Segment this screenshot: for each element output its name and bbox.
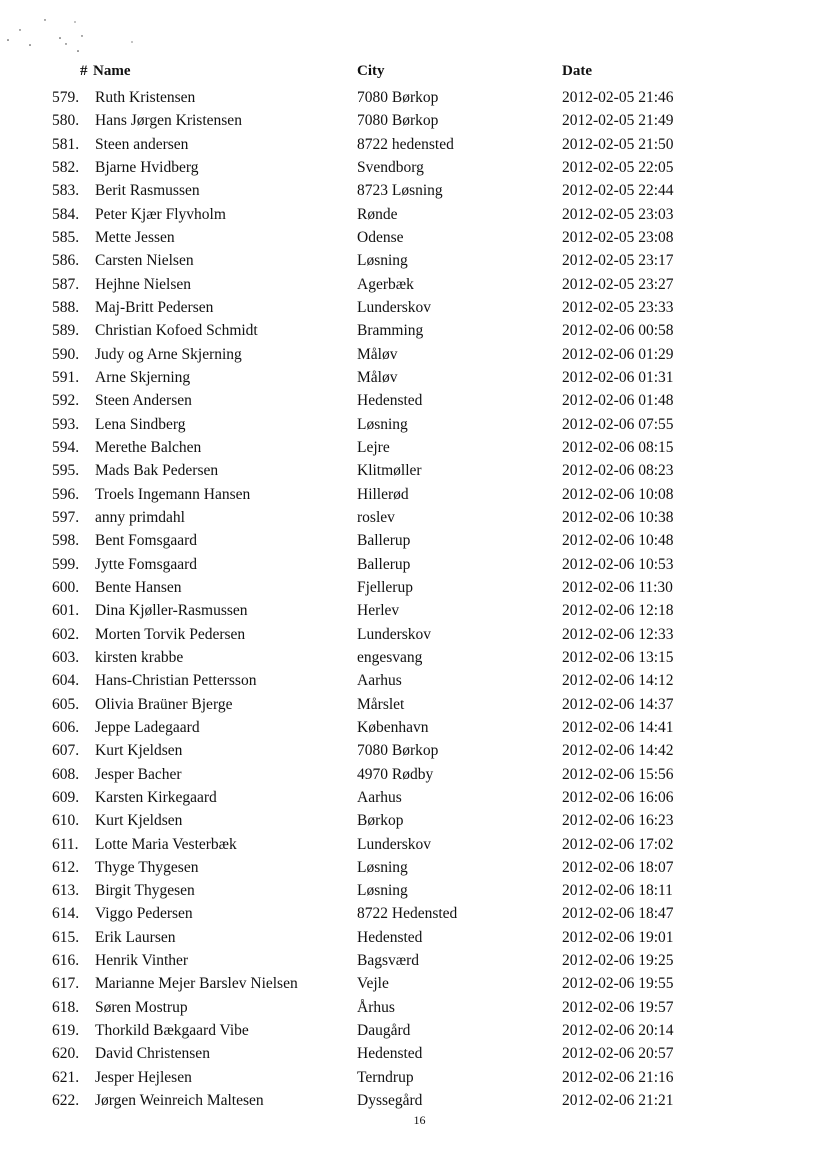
row-number: 583. bbox=[52, 182, 80, 200]
row-number: 607. bbox=[52, 742, 80, 760]
row-city: Klitmøller bbox=[357, 462, 422, 480]
row-number: 584. bbox=[52, 205, 80, 223]
row-city: Lejre bbox=[357, 438, 390, 456]
row-date: 2012-02-05 23:33 bbox=[562, 298, 674, 316]
row-name: Søren Mostrup bbox=[95, 998, 188, 1016]
row-name: Birgit Thygesen bbox=[95, 882, 195, 900]
row-date: 2012-02-06 12:18 bbox=[562, 602, 674, 620]
row-number: 581. bbox=[52, 135, 80, 153]
row-number: 596. bbox=[52, 485, 80, 503]
row-city: Aarhus bbox=[357, 788, 402, 806]
row-date: 2012-02-05 22:44 bbox=[562, 182, 674, 200]
table-row bbox=[0, 972, 827, 995]
row-name: Morten Torvik Pedersen bbox=[95, 625, 246, 643]
table-row bbox=[0, 599, 827, 622]
row-number: 579. bbox=[52, 89, 80, 106]
row-date: 2012-02-06 01:48 bbox=[562, 392, 674, 410]
row-name: Mette Jessen bbox=[95, 228, 175, 246]
row-city: Løsning bbox=[357, 415, 408, 433]
table-row bbox=[0, 179, 827, 202]
row-number: 582. bbox=[52, 158, 80, 176]
table-row bbox=[0, 879, 827, 902]
table-row bbox=[0, 156, 827, 179]
row-date: 2012-02-05 23:17 bbox=[562, 252, 674, 270]
row-number: 613. bbox=[52, 882, 80, 900]
table-row bbox=[0, 949, 827, 972]
header-date: Date bbox=[562, 63, 592, 79]
row-date: 2012-02-06 11:30 bbox=[562, 578, 673, 596]
row-name: Jesper Bacher bbox=[95, 765, 182, 783]
row-number: 621. bbox=[52, 1068, 80, 1086]
row-name: Bente Hansen bbox=[95, 578, 182, 596]
table-row bbox=[0, 109, 827, 132]
row-date: 2012-02-05 21:50 bbox=[562, 135, 674, 153]
row-city: Mårslet bbox=[357, 695, 405, 713]
row-city: Vejle bbox=[357, 975, 389, 993]
header-hash: # bbox=[80, 63, 88, 79]
row-city: 7080 Børkop bbox=[357, 89, 439, 106]
row-date: 2012-02-06 00:58 bbox=[562, 322, 674, 340]
row-name: Olivia Braüner Bjerge bbox=[95, 695, 233, 713]
row-number: 618. bbox=[52, 998, 80, 1016]
row-date: 2012-02-06 01:29 bbox=[562, 345, 674, 363]
row-name: Judy og Arne Skjerning bbox=[95, 345, 242, 363]
table-row bbox=[0, 576, 827, 599]
row-number: 601. bbox=[52, 602, 80, 620]
row-city: Løsning bbox=[357, 882, 408, 900]
row-number: 606. bbox=[52, 718, 80, 736]
table-row bbox=[0, 902, 827, 925]
row-name: Jesper Hejlesen bbox=[95, 1068, 192, 1086]
row-date: 2012-02-06 18:07 bbox=[562, 858, 674, 876]
row-date: 2012-02-06 14:12 bbox=[562, 672, 674, 690]
row-name: Bjarne Hvidberg bbox=[95, 158, 199, 176]
row-number: 616. bbox=[52, 952, 80, 970]
row-number: 580. bbox=[52, 112, 80, 130]
row-city: Hillerød bbox=[357, 485, 409, 503]
row-name: Arne Skjerning bbox=[95, 368, 191, 386]
table-header bbox=[0, 63, 827, 85]
row-number: 603. bbox=[52, 648, 80, 666]
row-name: Hans Jørgen Kristensen bbox=[95, 112, 242, 130]
row-city: Rønde bbox=[357, 205, 398, 223]
table-row bbox=[0, 926, 827, 949]
row-city: Løsning bbox=[357, 252, 408, 270]
table-row bbox=[0, 86, 827, 109]
table-row bbox=[0, 833, 827, 856]
row-date: 2012-02-06 08:15 bbox=[562, 438, 674, 456]
row-number: 608. bbox=[52, 765, 80, 783]
row-number: 620. bbox=[52, 1045, 80, 1063]
table-row bbox=[0, 319, 827, 342]
table-row bbox=[0, 1089, 827, 1112]
row-city: Agerbæk bbox=[357, 275, 414, 293]
row-name: Mads Bak Pedersen bbox=[95, 462, 219, 480]
row-name: Kurt Kjeldsen bbox=[95, 812, 183, 830]
row-name: Thyge Thygesen bbox=[95, 858, 199, 876]
row-city: 4970 Rødby bbox=[357, 765, 434, 783]
table-row bbox=[0, 436, 827, 459]
row-city: Ballerup bbox=[357, 555, 411, 573]
row-number: 605. bbox=[52, 695, 80, 713]
row-number: 602. bbox=[52, 625, 80, 643]
row-city: Svendborg bbox=[357, 158, 424, 176]
row-city: Måløv bbox=[357, 345, 398, 363]
row-name: Jeppe Ladegaard bbox=[95, 718, 200, 736]
row-number: 588. bbox=[52, 298, 80, 316]
row-date: 2012-02-06 10:48 bbox=[562, 532, 674, 550]
row-name: Troels Ingemann Hansen bbox=[95, 485, 251, 503]
row-number: 614. bbox=[52, 905, 80, 923]
table-row bbox=[0, 249, 827, 272]
row-number: 597. bbox=[52, 508, 80, 526]
row-date: 2012-02-05 23:03 bbox=[562, 205, 674, 223]
row-number: 587. bbox=[52, 275, 80, 293]
row-city: roslev bbox=[357, 508, 395, 526]
row-city: 8722 hedensted bbox=[357, 135, 454, 153]
row-date: 2012-02-06 10:53 bbox=[562, 555, 674, 573]
row-number: 586. bbox=[52, 252, 80, 270]
row-name: Lena Sindberg bbox=[95, 415, 186, 433]
row-name: Hejhne Nielsen bbox=[95, 275, 191, 293]
row-name: Viggo Pedersen bbox=[95, 905, 193, 923]
row-number: 595. bbox=[52, 462, 80, 480]
row-number: 611. bbox=[52, 835, 79, 853]
row-name: Lotte Maria Vesterbæk bbox=[95, 835, 237, 853]
row-city: Lunderskov bbox=[357, 298, 432, 316]
row-name: Maj-Britt Pedersen bbox=[95, 298, 214, 316]
row-date: 2012-02-06 16:06 bbox=[562, 788, 674, 806]
row-date: 2012-02-06 18:11 bbox=[562, 882, 673, 900]
row-name: Thorkild Bækgaard Vibe bbox=[95, 1022, 249, 1040]
row-name: Steen Andersen bbox=[95, 392, 192, 410]
row-date: 2012-02-06 10:38 bbox=[562, 508, 674, 526]
row-city: Dyssegård bbox=[357, 1092, 423, 1110]
row-number: 619. bbox=[52, 1022, 80, 1040]
row-name: Henrik Vinther bbox=[95, 952, 189, 970]
row-name: Hans-Christian Pettersson bbox=[95, 672, 257, 690]
table-row bbox=[0, 529, 827, 552]
row-city: Århus bbox=[357, 998, 395, 1016]
row-date: 2012-02-06 12:33 bbox=[562, 625, 674, 643]
row-date: 2012-02-06 14:41 bbox=[562, 718, 674, 736]
row-name: Carsten Nielsen bbox=[95, 252, 194, 270]
row-name: David Christensen bbox=[95, 1045, 210, 1063]
row-city: Løsning bbox=[357, 858, 408, 876]
table-row bbox=[0, 203, 827, 226]
row-number: 585. bbox=[52, 228, 80, 246]
table-row bbox=[0, 1042, 827, 1065]
table-row bbox=[0, 669, 827, 692]
row-date: 2012-02-06 19:55 bbox=[562, 975, 674, 993]
row-name: Erik Laursen bbox=[95, 928, 176, 946]
row-name: Bent Fomsgaard bbox=[95, 532, 198, 550]
table-row bbox=[0, 739, 827, 762]
row-name: anny primdahl bbox=[95, 508, 185, 526]
row-number: 622. bbox=[52, 1092, 80, 1110]
row-number: 590. bbox=[52, 345, 80, 363]
row-city: Lunderskov bbox=[357, 625, 432, 643]
row-city: Måløv bbox=[357, 368, 398, 386]
page-number: 16 bbox=[413, 1113, 426, 1127]
row-name: Merethe Balchen bbox=[95, 438, 202, 456]
row-name: Steen andersen bbox=[95, 135, 189, 153]
row-name: Jørgen Weinreich Maltesen bbox=[95, 1092, 264, 1110]
row-number: 593. bbox=[52, 415, 80, 433]
row-number: 591. bbox=[52, 368, 80, 386]
row-date: 2012-02-06 15:56 bbox=[562, 765, 674, 783]
table-row bbox=[0, 133, 827, 156]
row-city: Terndrup bbox=[357, 1068, 414, 1086]
row-city: Fjellerup bbox=[357, 578, 413, 596]
row-name: kirsten krabbe bbox=[95, 648, 184, 666]
row-city: Hedensted bbox=[357, 928, 423, 946]
row-date: 2012-02-06 21:16 bbox=[562, 1068, 674, 1086]
row-number: 594. bbox=[52, 438, 80, 456]
row-date: 2012-02-06 20:57 bbox=[562, 1045, 674, 1063]
row-number: 617. bbox=[52, 975, 80, 993]
row-name: Marianne Mejer Barslev Nielsen bbox=[95, 975, 298, 993]
row-date: 2012-02-06 18:47 bbox=[562, 905, 674, 923]
row-date: 2012-02-06 17:02 bbox=[562, 835, 674, 853]
row-date: 2012-02-06 19:01 bbox=[562, 928, 674, 946]
row-date: 2012-02-05 21:46 bbox=[562, 89, 674, 106]
table-row bbox=[0, 296, 827, 319]
row-city: Bramming bbox=[357, 322, 424, 340]
row-city: Ballerup bbox=[357, 532, 411, 550]
table-row bbox=[0, 459, 827, 482]
row-date: 2012-02-06 13:15 bbox=[562, 648, 674, 666]
row-number: 598. bbox=[52, 532, 80, 550]
row-number: 592. bbox=[52, 392, 80, 410]
table-row bbox=[0, 553, 827, 576]
row-city: 8723 Løsning bbox=[357, 182, 443, 200]
table-row bbox=[0, 996, 827, 1019]
row-date: 2012-02-06 01:31 bbox=[562, 368, 674, 386]
table-row bbox=[0, 366, 827, 389]
table-row bbox=[0, 506, 827, 529]
row-number: 604. bbox=[52, 672, 80, 690]
row-number: 612. bbox=[52, 858, 80, 876]
table-row bbox=[0, 389, 827, 412]
header-name: Name bbox=[93, 63, 131, 79]
row-city: Herlev bbox=[357, 602, 400, 620]
table-row bbox=[0, 273, 827, 296]
row-name: Berit Rasmussen bbox=[95, 182, 200, 200]
row-city: Aarhus bbox=[357, 672, 402, 690]
row-name: Peter Kjær Flyvholm bbox=[95, 205, 226, 223]
table-row bbox=[0, 716, 827, 739]
row-city: Bagsværd bbox=[357, 952, 419, 970]
row-city: Daugård bbox=[357, 1022, 411, 1040]
row-date: 2012-02-05 21:49 bbox=[562, 112, 674, 130]
row-name: Dina Kjøller-Rasmussen bbox=[95, 602, 248, 620]
row-name: Kurt Kjeldsen bbox=[95, 742, 183, 760]
table-row bbox=[0, 483, 827, 506]
table-row bbox=[0, 413, 827, 436]
row-name: Jytte Fomsgaard bbox=[95, 555, 198, 573]
table-row bbox=[0, 226, 827, 249]
row-city: 8722 Hedensted bbox=[357, 905, 458, 923]
row-number: 589. bbox=[52, 322, 80, 340]
row-number: 600. bbox=[52, 578, 80, 596]
row-city: 7080 Børkop bbox=[357, 112, 439, 130]
row-name: Ruth Kristensen bbox=[95, 89, 196, 106]
row-date: 2012-02-06 14:42 bbox=[562, 742, 674, 760]
table-row bbox=[0, 809, 827, 832]
row-date: 2012-02-06 21:21 bbox=[562, 1092, 674, 1110]
row-date: 2012-02-06 16:23 bbox=[562, 812, 674, 830]
row-date: 2012-02-06 14:37 bbox=[562, 695, 674, 713]
row-city: Lunderskov bbox=[357, 835, 432, 853]
row-date: 2012-02-06 19:25 bbox=[562, 952, 674, 970]
row-number: 610. bbox=[52, 812, 80, 830]
row-date: 2012-02-06 10:08 bbox=[562, 485, 674, 503]
table-row bbox=[0, 856, 827, 879]
row-city: Odense bbox=[357, 228, 404, 246]
table-row bbox=[0, 786, 827, 809]
row-city: Hedensted bbox=[357, 1045, 423, 1063]
row-date: 2012-02-06 08:23 bbox=[562, 462, 674, 480]
row-number: 599. bbox=[52, 555, 80, 573]
scan-noise-specks bbox=[0, 0, 160, 60]
row-city: København bbox=[357, 718, 429, 736]
row-number: 615. bbox=[52, 928, 80, 946]
row-city: engesvang bbox=[357, 648, 423, 666]
table-row bbox=[0, 623, 827, 646]
table-row bbox=[0, 343, 827, 366]
row-date: 2012-02-05 22:05 bbox=[562, 158, 674, 176]
row-date: 2012-02-06 07:55 bbox=[562, 415, 674, 433]
table-row bbox=[0, 1066, 827, 1089]
table-body bbox=[0, 86, 827, 1112]
row-city: Hedensted bbox=[357, 392, 423, 410]
row-date: 2012-02-06 20:14 bbox=[562, 1022, 674, 1040]
row-city: Børkop bbox=[357, 812, 404, 830]
row-date: 2012-02-05 23:27 bbox=[562, 275, 674, 293]
row-date: 2012-02-06 19:57 bbox=[562, 998, 674, 1016]
row-name: Karsten Kirkegaard bbox=[95, 788, 217, 806]
table-row bbox=[0, 1019, 827, 1042]
table-row bbox=[0, 646, 827, 669]
row-name: Christian Kofoed Schmidt bbox=[95, 322, 258, 340]
header-city: City bbox=[357, 63, 385, 79]
row-date: 2012-02-05 23:08 bbox=[562, 228, 674, 246]
table-row bbox=[0, 693, 827, 716]
table-row bbox=[0, 763, 827, 786]
row-city: 7080 Børkop bbox=[357, 742, 439, 760]
row-number: 609. bbox=[52, 788, 80, 806]
